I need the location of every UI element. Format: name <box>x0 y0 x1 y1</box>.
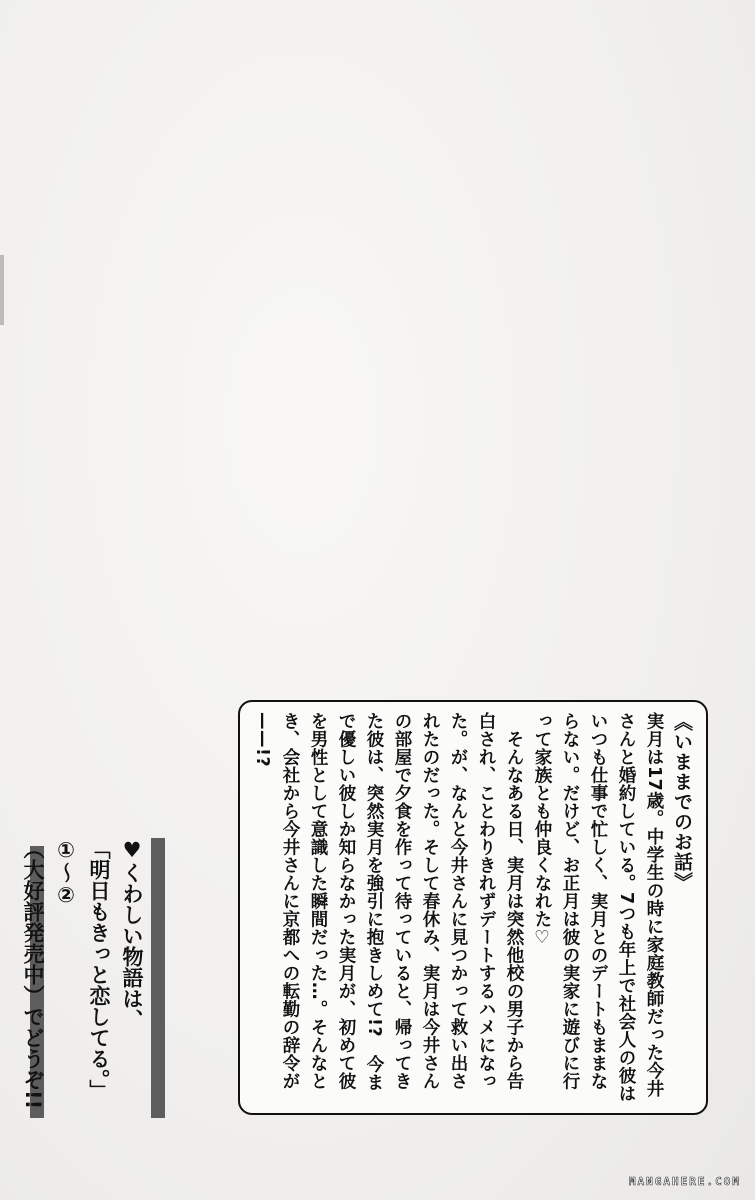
info-bar-right <box>151 838 165 1118</box>
watermark: MANGAHERE.COM <box>628 1175 741 1188</box>
info-line-2: 「明日もきっと恋してる。」①〜② <box>54 838 111 1101</box>
info-line-3: （大好評発売中）でどうぞ!! <box>21 838 45 1110</box>
series-info-text <box>21 838 148 1118</box>
series-info <box>21 838 165 1118</box>
story-summary-text <box>250 712 696 1103</box>
info-line-1: ♥くわしい物語は、 <box>120 838 144 1030</box>
page-edge-mark <box>0 255 4 325</box>
summary-body: 実月は17歳。中学生の時に家庭教師だった今井さんと婚約している。7つも年上で社会人の彼はいつも仕事で忙しく、実月とのデートもままならない。だけど、お正月は彼の実家に遊びに行って家族とも仲良くなれた♡ そんなある日、実月は突然他校の男子から告白され、ことわりきれずデートするハメになった。が、なんと今井さんに見つかって救い出されたのだった。そして春休み、実月は今井さんの部屋で夕食を作って待っていると、帰ってきた彼は、突然実月を強引に抱きしめて!? 今まで優しい彼しか知らなかった実月が、初めて彼を男性として意識した瞬間だった…。そんなとき、会社から今井さんに京都への転勤の辞令が——!? <box>252 712 664 1103</box>
story-summary-box <box>238 700 708 1115</box>
summary-title: 《いままでのお話》 <box>671 712 693 892</box>
